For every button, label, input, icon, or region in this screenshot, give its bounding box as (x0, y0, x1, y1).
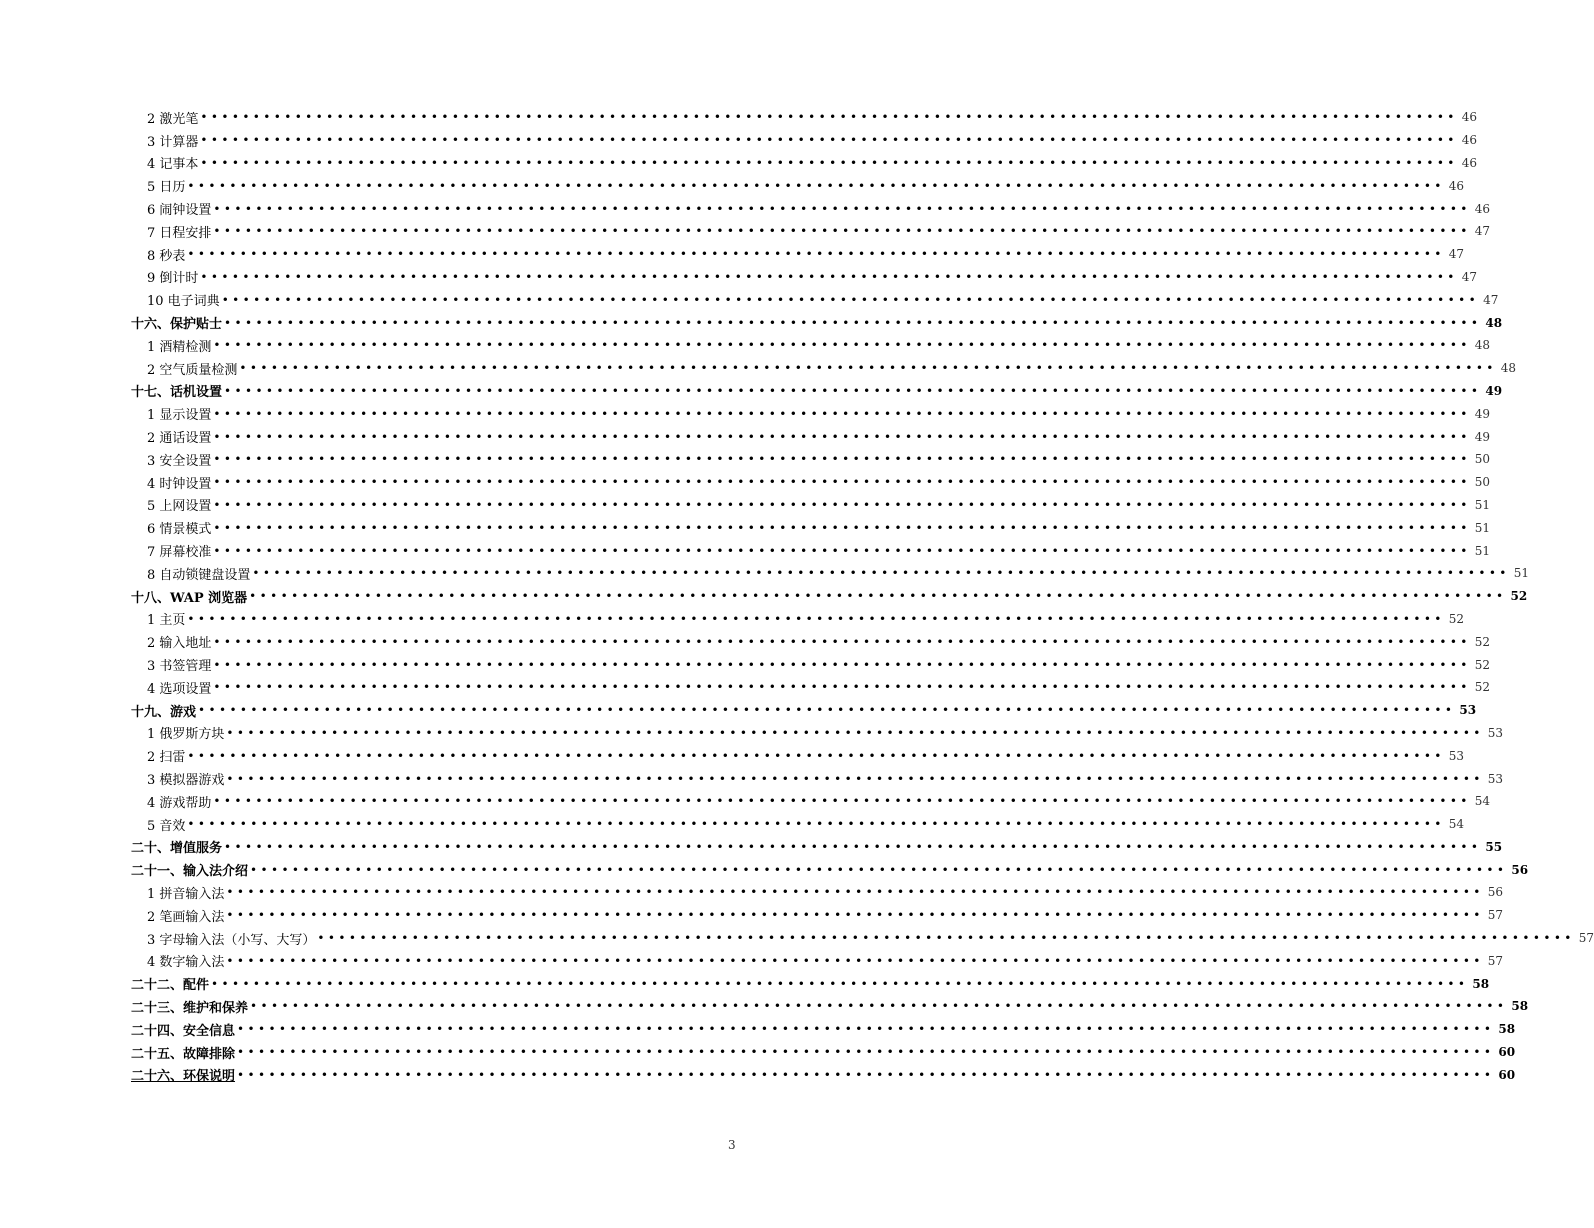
toc-entry-label: 5 上网设置 (147, 499, 212, 515)
toc-entry[interactable] (131, 266, 1478, 289)
toc-entry-label: 十六、保护贴士 (131, 317, 223, 333)
toc-entry-page: 46 (1461, 155, 1478, 170)
toc-leader-dots: •••••••••••••••••••••••••••••••••••••••••••••••••••••••••••••••••••••••••••••••••••••••••••••••••••••••••••••••••••••••• (317, 931, 1575, 946)
toc-entry-page: 54 (1448, 817, 1465, 832)
toc-leader-dots: •••••••••••••••••••••••••••••••••••••••••••••••••••••••••••••••••••••••••••••••••••••••••••••••••••••••••••••••••••••••• (187, 817, 1445, 832)
toc-leader-dots: •••••••••••••••••••••••••••••••••••••••••••••••••••••••••••••••••••••••••••••••••••••••••••••••••••••••••••••••••••••••• (213, 475, 1471, 490)
toc-entry[interactable] (131, 1018, 1516, 1041)
toc-entry-label: 二十二、配件 (131, 978, 210, 994)
toc-leader-dots: •••••••••••••••••••••••••••••••••••••••••••••••••••••••••••••••••••••••••••••••••••••••••••••••••••••••••••••••••••••••• (198, 703, 1456, 718)
toc-leader-dots: •••••••••••••••••••••••••••••••••••••••••••••••••••••••••••••••••••••••••••••••••••••••••••••••••••••••••••••••••••••••• (187, 178, 1445, 193)
toc-entry-page: 52 (1474, 657, 1491, 672)
toc-entry-label: 7 日程安排 (147, 225, 212, 241)
toc-entry-page: 57 (1487, 953, 1504, 968)
toc-entry[interactable] (131, 790, 1491, 813)
toc-entry[interactable] (131, 699, 1477, 722)
toc-entry-label: 1 酒精检测 (147, 339, 212, 355)
toc-entry-page: 60 (1498, 1045, 1516, 1060)
toc-entry[interactable] (131, 539, 1491, 562)
toc-leader-dots: •••••••••••••••••••••••••••••••••••••••••••••••••••••••••••••••••••••••••••••••••••••••••••••••••••••••••••••••••••••••• (213, 338, 1471, 353)
toc-entry-page: 46 (1448, 178, 1465, 193)
toc-entry-label: 4 游戏帮助 (147, 795, 212, 811)
toc-entry[interactable] (131, 334, 1491, 357)
toc-leader-dots: •••••••••••••••••••••••••••••••••••••••••••••••••••••••••••••••••••••••••••••••••••••••••••••••••••••••••••••••••••••••• (249, 589, 1507, 604)
toc-entry-page: 58 (1511, 999, 1529, 1014)
toc-leader-dots: •••••••••••••••••••••••••••••••••••••••••••••••••••••••••••••••••••••••••••••••••••••••••••••••••••••••••••••••••••••••• (226, 908, 1484, 923)
toc-leader-dots: •••••••••••••••••••••••••••••••••••••••••••••••••••••••••••••••••••••••••••••••••••••••••••••••••••••••••••••••••••••••• (213, 794, 1471, 809)
toc-entry-label: 1 俄罗斯方块 (147, 727, 225, 743)
toc-entry-page: 49 (1474, 406, 1491, 421)
toc-entry-label: 十七、话机设置 (131, 385, 223, 401)
toc-entry[interactable] (131, 311, 1503, 334)
toc-entry-label: 6 闹钟设置 (147, 203, 212, 219)
toc-entry[interactable] (131, 425, 1491, 448)
toc-leader-dots: •••••••••••••••••••••••••••••••••••••••••••••••••••••••••••••••••••••••••••••••••••••••••••••••••••••••••••••••••••••••• (250, 862, 1508, 877)
toc-entry-page: 55 (1485, 839, 1503, 854)
toc-entry-page: 53 (1487, 771, 1504, 786)
toc-entry-label: 4 数字输入法 (147, 955, 225, 971)
toc-entry-label: 1 显示设置 (147, 408, 212, 424)
toc-entry-page: 47 (1461, 269, 1478, 284)
toc-leader-dots: •••••••••••••••••••••••••••••••••••••••••••••••••••••••••••••••••••••••••••••••••••••••••••••••••••••••••••••••••••••••• (252, 566, 1510, 581)
toc-leader-dots: •••••••••••••••••••••••••••••••••••••••••••••••••••••••••••••••••••••••••••••••••••••••••••••••••••••••••••••••••••••••• (187, 748, 1445, 763)
toc-entry[interactable] (131, 494, 1491, 517)
toc-entry-page: 60 (1498, 1067, 1516, 1082)
toc-entry-label: 9 倒计时 (147, 271, 199, 287)
toc-entry-page: 58 (1498, 1022, 1516, 1037)
toc-entry[interactable] (131, 1041, 1516, 1064)
toc-entry-page: 48 (1500, 361, 1517, 376)
toc-entry[interactable] (131, 357, 1517, 380)
toc-entry[interactable] (131, 608, 1465, 631)
toc-entry-label: 十八、WAP 浏览器 (131, 590, 248, 606)
toc-entry-page: 51 (1474, 543, 1491, 558)
toc-entry-label: 3 计算器 (147, 134, 199, 150)
toc-leader-dots: •••••••••••••••••••••••••••••••••••••••••••••••••••••••••••••••••••••••••••••••••••••••••••••••••••••••••••••••••••••••• (213, 452, 1471, 467)
toc-entry[interactable] (131, 904, 1504, 927)
toc-entry-label: 二十一、输入法介绍 (131, 864, 249, 880)
toc-entry-page: 46 (1461, 133, 1478, 148)
table-of-contents (131, 106, 1594, 1086)
toc-leader-dots: •••••••••••••••••••••••••••••••••••••••••••••••••••••••••••••••••••••••••••••••••••••••••••••••••••••••••••••••••••••••• (213, 224, 1471, 239)
toc-entry-page: 53 (1487, 725, 1504, 740)
toc-leader-dots: •••••••••••••••••••••••••••••••••••••••••••••••••••••••••••••••••••••••••••••••••••••••••••••••••••••••••••••••••••••••• (213, 680, 1471, 695)
toc-entry-page: 46 (1461, 110, 1478, 125)
toc-entry[interactable] (131, 129, 1478, 152)
toc-entry-page: 52 (1474, 680, 1491, 695)
toc-entry-label: 4 记事本 (147, 157, 199, 173)
toc-entry-page: 53 (1459, 703, 1477, 718)
toc-entry-page: 53 (1448, 748, 1465, 763)
toc-entry-page: 52 (1510, 589, 1528, 604)
toc-entry-page: 57 (1578, 931, 1594, 946)
toc-entry[interactable] (131, 380, 1503, 403)
toc-entry[interactable] (131, 174, 1465, 197)
toc-entry-label: 8 秒表 (147, 248, 186, 264)
toc-entry-label: 5 日历 (147, 180, 186, 196)
page-number: 3 (728, 1138, 736, 1152)
toc-entry-page: 48 (1485, 315, 1503, 330)
toc-entry[interactable] (131, 585, 1528, 608)
toc-entry-label: 二十四、安全信息 (131, 1023, 236, 1039)
toc-entry-label: 3 字母输入法（小写、大写） (147, 932, 316, 948)
toc-leader-dots: •••••••••••••••••••••••••••••••••••••••••••••••••••••••••••••••••••••••••••••••••••••••••••••••••••••••••••••••••••••••• (224, 839, 1482, 854)
toc-entry[interactable] (131, 927, 1594, 950)
toc-entry-page: 56 (1511, 862, 1529, 877)
toc-leader-dots: •••••••••••••••••••••••••••••••••••••••••••••••••••••••••••••••••••••••••••••••••••••••••••••••••••••••••••••••••••••••• (237, 1022, 1495, 1037)
toc-entry-page: 46 (1474, 201, 1491, 216)
toc-entry-label: 二十六、环保说明 (131, 1069, 236, 1085)
toc-entry-page: 49 (1485, 383, 1503, 398)
toc-entry-page: 47 (1448, 247, 1465, 262)
toc-entry[interactable] (131, 744, 1465, 767)
toc-leader-dots: •••••••••••••••••••••••••••••••••••••••••••••••••••••••••••••••••••••••••••••••••••••••••••••••••••••••••••••••••••••••• (211, 976, 1469, 991)
toc-entry-label: 2 空气质量检测 (147, 362, 238, 378)
toc-entry-label: 7 屏幕校准 (147, 545, 212, 561)
toc-entry[interactable] (131, 220, 1491, 243)
toc-entry[interactable] (131, 767, 1504, 790)
toc-entry-label: 二十五、故障排除 (131, 1046, 236, 1062)
toc-leader-dots: •••••••••••••••••••••••••••••••••••••••••••••••••••••••••••••••••••••••••••••••••••••••••••••••••••••••••••••••••••••••• (187, 247, 1445, 262)
toc-leader-dots: •••••••••••••••••••••••••••••••••••••••••••••••••••••••••••••••••••••••••••••••••••••••••••••••••••••••••••••••••••••••• (213, 520, 1471, 535)
toc-entry[interactable] (131, 288, 1499, 311)
toc-entry-page: 56 (1487, 885, 1504, 900)
toc-leader-dots: •••••••••••••••••••••••••••••••••••••••••••••••••••••••••••••••••••••••••••••••••••••••••••••••••••••••••••••••••••••••• (221, 292, 1480, 307)
toc-leader-dots: •••••••••••••••••••••••••••••••••••••••••••••••••••••••••••••••••••••••••••••••••••••••••••••••••••••••••••••••••••••••• (213, 543, 1471, 558)
toc-entry[interactable] (131, 1063, 1516, 1086)
toc-entry[interactable] (131, 630, 1491, 653)
toc-entry[interactable] (131, 858, 1529, 881)
toc-leader-dots: •••••••••••••••••••••••••••••••••••••••••••••••••••••••••••••••••••••••••••••••••••••••••••••••••••••••••••••••••••••••• (213, 201, 1471, 216)
toc-leader-dots: •••••••••••••••••••••••••••••••••••••••••••••••••••••••••••••••••••••••••••••••••••••••••••••••••••••••••••••••••••••••• (250, 999, 1508, 1014)
toc-entry-page: 47 (1483, 292, 1499, 307)
toc-entry-label: 1 主页 (147, 613, 186, 629)
toc-entry-label: 4 选项设置 (147, 681, 212, 697)
toc-leader-dots: •••••••••••••••••••••••••••••••••••••••••••••••••••••••••••••••••••••••••••••••••••••••••••••••••••••••••••••••••••••••• (187, 611, 1445, 626)
toc-entry-page: 48 (1474, 338, 1491, 353)
toc-entry-label: 2 扫雷 (147, 750, 186, 766)
toc-leader-dots: •••••••••••••••••••••••••••••••••••••••••••••••••••••••••••••••••••••••••••••••••••••••••••••••••••••••••••••••••••••••• (200, 133, 1458, 148)
toc-entry-label: 3 安全设置 (147, 453, 212, 469)
toc-entry[interactable] (131, 722, 1504, 745)
toc-entry-page: 54 (1474, 794, 1491, 809)
toc-leader-dots: •••••••••••••••••••••••••••••••••••••••••••••••••••••••••••••••••••••••••••••••••••••••••••••••••••••••••••••••••••••••• (239, 361, 1497, 376)
toc-leader-dots: •••••••••••••••••••••••••••••••••••••••••••••••••••••••••••••••••••••••••••••••••••••••••••••••••••••••••••••••••••••••• (213, 406, 1471, 421)
toc-entry[interactable] (131, 653, 1491, 676)
toc-leader-dots: •••••••••••••••••••••••••••••••••••••••••••••••••••••••••••••••••••••••••••••••••••••••••••••••••••••••••••••••••••••••• (226, 885, 1484, 900)
toc-entry-label: 1 拼音输入法 (147, 886, 225, 902)
toc-entry-page: 47 (1474, 224, 1491, 239)
toc-entry-label: 8 自动锁键盘设置 (147, 567, 251, 583)
toc-entry[interactable] (131, 881, 1504, 904)
toc-entry-page: 58 (1472, 976, 1490, 991)
toc-entry-label: 十九、游戏 (131, 704, 197, 720)
toc-leader-dots: •••••••••••••••••••••••••••••••••••••••••••••••••••••••••••••••••••••••••••••••••••••••••••••••••••••••••••••••••••••••• (200, 155, 1458, 170)
toc-leader-dots: •••••••••••••••••••••••••••••••••••••••••••••••••••••••••••••••••••••••••••••••••••••••••••••••••••••••••••••••••••••••• (213, 429, 1471, 444)
toc-entry[interactable] (131, 448, 1491, 471)
toc-entry-label: 5 音效 (147, 818, 186, 834)
toc-entry[interactable] (131, 949, 1504, 972)
toc-entry-page: 50 (1474, 475, 1491, 490)
toc-leader-dots: •••••••••••••••••••••••••••••••••••••••••••••••••••••••••••••••••••••••••••••••••••••••••••••••••••••••••••••••••••••••• (213, 634, 1471, 649)
toc-entry[interactable] (131, 197, 1491, 220)
toc-entry[interactable] (131, 995, 1529, 1018)
toc-entry-page: 51 (1474, 497, 1491, 512)
toc-entry[interactable] (131, 106, 1478, 129)
toc-entry[interactable] (131, 562, 1530, 585)
toc-entry[interactable] (131, 152, 1478, 175)
toc-leader-dots: •••••••••••••••••••••••••••••••••••••••••••••••••••••••••••••••••••••••••••••••••••••••••••••••••••••••••••••••••••••••• (213, 657, 1471, 672)
toc-entry-page: 52 (1448, 611, 1465, 626)
toc-entry-label: 2 激光笔 (147, 111, 199, 127)
toc-entry-label: 2 输入地址 (147, 636, 212, 652)
toc-leader-dots: •••••••••••••••••••••••••••••••••••••••••••••••••••••••••••••••••••••••••••••••••••••••••••••••••••••••••••••••••••••••• (226, 953, 1484, 968)
toc-entry-label: 6 情景模式 (147, 522, 212, 538)
toc-leader-dots: •••••••••••••••••••••••••••••••••••••••••••••••••••••••••••••••••••••••••••••••••••••••••••••••••••••••••••••••••••••••• (224, 315, 1482, 330)
toc-entry[interactable] (131, 676, 1491, 699)
toc-entry[interactable] (131, 813, 1465, 836)
toc-entry[interactable] (131, 471, 1491, 494)
toc-leader-dots: •••••••••••••••••••••••••••••••••••••••••••••••••••••••••••••••••••••••••••••••••••••••••••••••••••••••••••••••••••••••• (237, 1067, 1495, 1082)
toc-entry[interactable] (131, 836, 1503, 859)
toc-entry-page: 50 (1474, 452, 1491, 467)
toc-leader-dots: •••••••••••••••••••••••••••••••••••••••••••••••••••••••••••••••••••••••••••••••••••••••••••••••••••••••••••••••••••••••• (226, 725, 1484, 740)
toc-leader-dots: •••••••••••••••••••••••••••••••••••••••••••••••••••••••••••••••••••••••••••••••••••••••••••••••••••••••••••••••••••••••• (226, 771, 1484, 786)
toc-entry[interactable] (131, 402, 1491, 425)
toc-entry-page: 51 (1513, 566, 1530, 581)
toc-entry[interactable] (131, 972, 1490, 995)
toc-entry-page: 49 (1474, 429, 1491, 444)
toc-entry-label: 2 笔画输入法 (147, 909, 225, 925)
toc-leader-dots: •••••••••••••••••••••••••••••••••••••••••••••••••••••••••••••••••••••••••••••••••••••••••••••••••••••••••••••••••••••••• (224, 383, 1482, 398)
toc-entry-page: 52 (1474, 634, 1491, 649)
toc-entry[interactable] (131, 243, 1465, 266)
toc-leader-dots: •••••••••••••••••••••••••••••••••••••••••••••••••••••••••••••••••••••••••••••••••••••••••••••••••••••••••••••••••••••••• (200, 110, 1458, 125)
toc-entry-label: 4 时钟设置 (147, 476, 212, 492)
toc-leader-dots: •••••••••••••••••••••••••••••••••••••••••••••••••••••••••••••••••••••••••••••••••••••••••••••••••••••••••••••••••••••••• (213, 497, 1471, 512)
toc-entry-page: 51 (1474, 520, 1491, 535)
toc-leader-dots: •••••••••••••••••••••••••••••••••••••••••••••••••••••••••••••••••••••••••••••••••••••••••••••••••••••••••••••••••••••••• (237, 1045, 1495, 1060)
toc-entry-label: 二十、增值服务 (131, 841, 223, 857)
toc-leader-dots: •••••••••••••••••••••••••••••••••••••••••••••••••••••••••••••••••••••••••••••••••••••••••••••••••••••••••••••••••••••••• (200, 269, 1458, 284)
toc-entry-page: 57 (1487, 908, 1504, 923)
toc-entry-label: 2 通话设置 (147, 431, 212, 447)
toc-entry[interactable] (131, 516, 1491, 539)
toc-entry-label: 3 书签管理 (147, 659, 212, 675)
toc-entry-label: 3 模拟器游戏 (147, 773, 225, 788)
toc-entry-label: 二十三、维护和保养 (131, 1000, 249, 1016)
toc-entry-label: 10 电子词典 (147, 294, 220, 310)
